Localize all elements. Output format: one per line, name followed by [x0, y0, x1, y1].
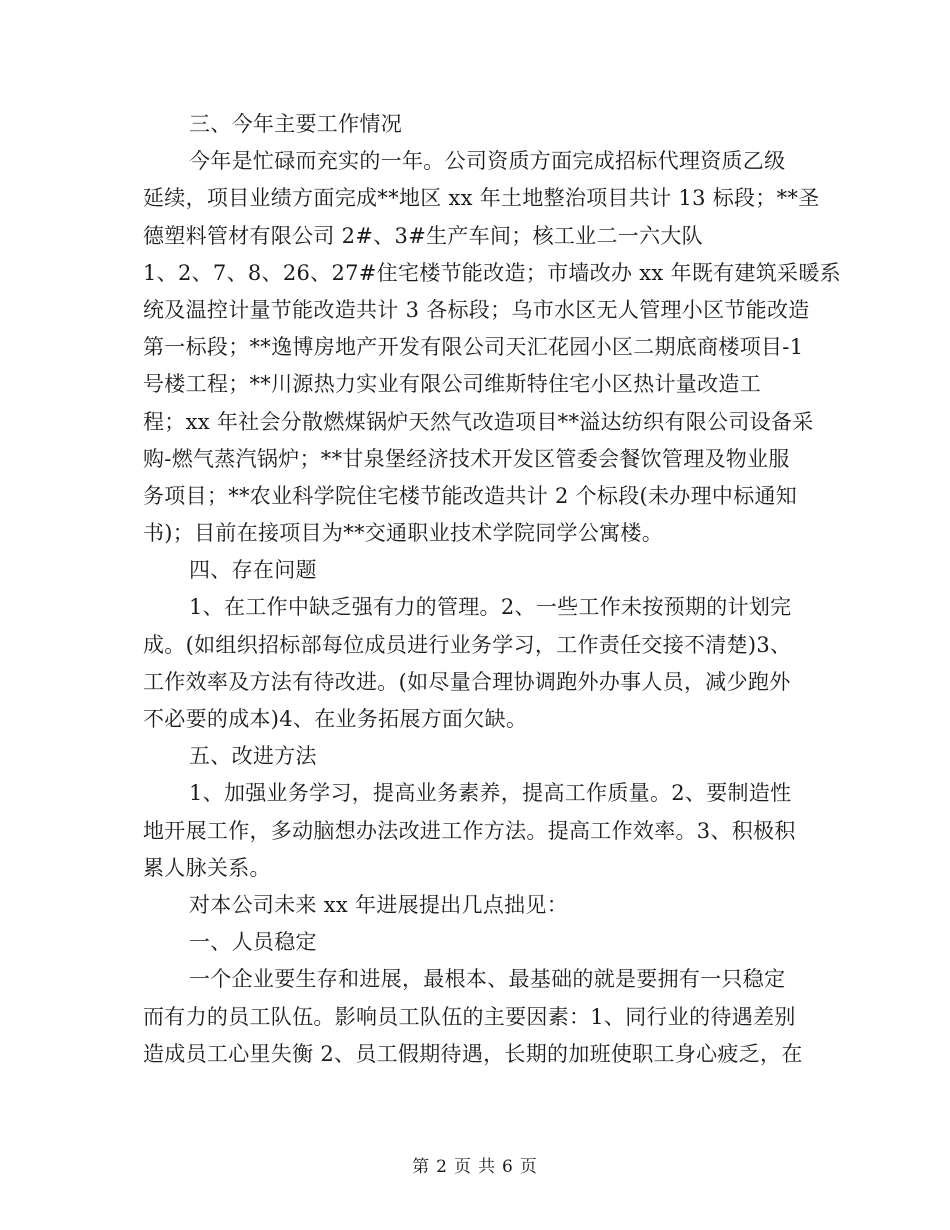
footer-total-pages: 6: [502, 1157, 514, 1177]
footer-current-page: 2: [436, 1157, 448, 1177]
section-heading: 四、存在问题: [189, 558, 317, 583]
text-line: 1、在工作中缺乏强有力的管理。2、一些工作未按预期的计划完: [189, 595, 792, 620]
text-line: 工作效率及方法有待改进。(如尽量合理协调跑外办事人员，减少跑外: [143, 669, 791, 694]
text-line: 书)；目前在接项目为**交通职业技术学院同学公寓楼。: [143, 521, 663, 546]
text-line: 购-燃气蒸汽锅炉；**甘泉堡经济技术开发区管委会餐饮管理及物业服: [143, 446, 790, 471]
text-line: 不必要的成本)4、在业务拓展方面欠缺。: [143, 707, 528, 731]
text-line: 第一标段；**逸博房地产开发有限公司天汇花园小区二期底商楼项目-1: [143, 335, 804, 360]
text-line: 程；xx 年社会分散燃煤锅炉天然气改造项目**溢达纺织有限公司设备采: [143, 409, 814, 434]
page-footer: [0, 1152, 950, 1177]
document-body: [143, 106, 841, 1073]
text-line: 造成员工心里失衡 2、员工假期待遇，长期的加班使职工身心疲乏，在: [143, 1041, 803, 1066]
text-line: 号楼工程；**川源热力实业有限公司维斯特住宅小区热计量改造工: [143, 372, 761, 397]
section-heading: 五、改进方法: [189, 744, 317, 769]
text-line: 而有力的员工队伍。影响员工队伍的主要因素：1、同行业的待遇差别: [143, 1004, 796, 1029]
footer-label-total-unit: 页: [519, 1157, 538, 1177]
text-line: 统及温控计量节能改造共计 3 各标段；乌市水区无人管理小区节能改造: [143, 297, 810, 322]
footer-label-total: 共: [478, 1157, 496, 1177]
text-line: 成。(如组织招标部每位成员进行业务学习，工作责任交接不清楚)3、: [143, 632, 792, 657]
text-line: 对本公司未来 xx 年进展提出几点拙见：: [189, 892, 569, 917]
footer-label-page-unit: 页: [454, 1157, 472, 1177]
text-line: 1、2、7、8、26、27#住宅楼节能改造；市墙改办 xx 年既有建筑采暖系: [143, 260, 841, 285]
text-line: 今年是忙碌而充实的一年。公司资质方面完成招标代理资质乙级: [189, 149, 786, 174]
section-heading: 一、人员稳定: [189, 930, 317, 955]
footer-label-page: 第: [412, 1157, 431, 1177]
text-line: 德塑料管材有限公司 2#、3#生产车间；核工业二一六大队: [143, 223, 703, 248]
text-line: 1、加强业务学习，提高业务素养，提高工作质量。2、要制造性: [189, 781, 792, 806]
text-line: 一个企业要生存和进展，最根本、最基础的就是要拥有一只稳定: [189, 967, 786, 992]
text-line: 延续，项目业绩方面完成**地区 xx 年土地整治项目共计 13 标段；**圣: [143, 186, 820, 211]
section-heading: 三、今年主要工作情况: [189, 112, 402, 136]
text-line: 累人脉关系。: [143, 855, 271, 880]
text-line: 务项目；**农业科学院住宅楼节能改造共计 2 个标段(未办理中标通知: [143, 483, 798, 508]
text-line: 地开展工作，多动脑想办法改进工作方法。提高工作效率。3、积极积: [143, 818, 796, 843]
